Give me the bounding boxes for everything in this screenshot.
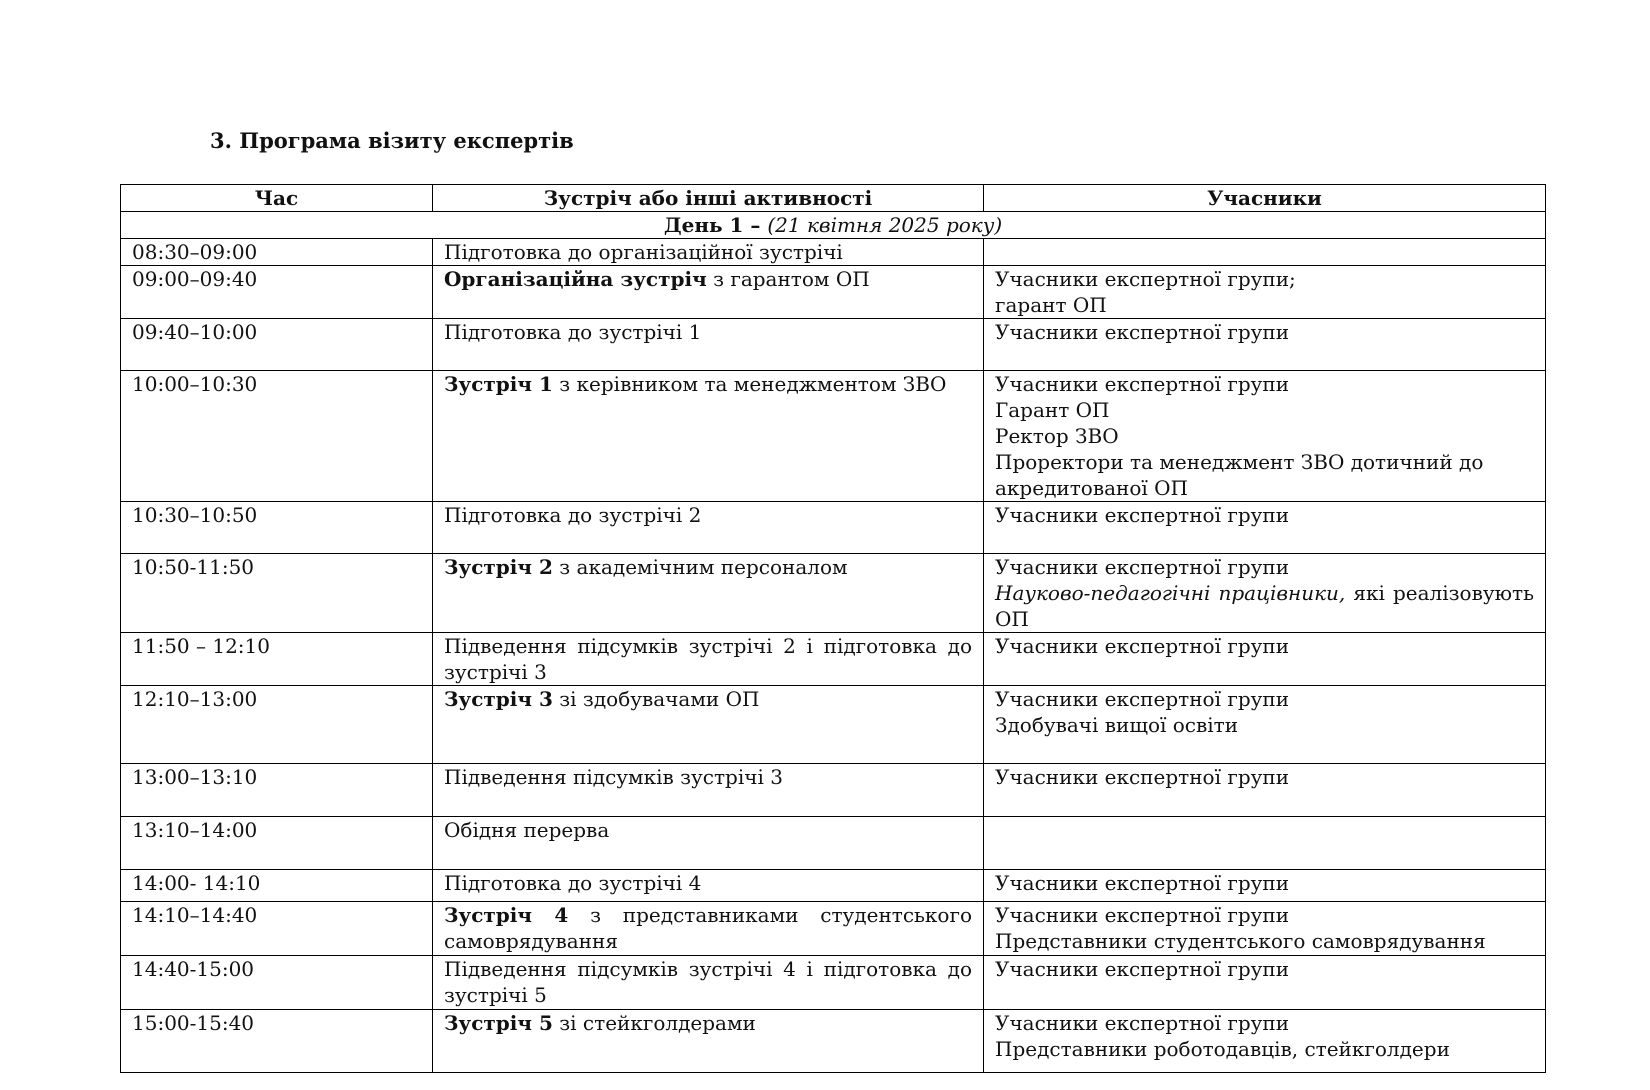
- activity-cell: [433, 502, 984, 554]
- participants-cell: [984, 870, 1546, 902]
- activity-text: Підведення підсумків зустрічі 4 і підготовка до зустрічі 5: [444, 957, 972, 1007]
- visit-schedule-table: [120, 184, 1546, 1073]
- participant-line: Учасники експертної групи: [995, 634, 1290, 658]
- participant-line: Представники студентського самоврядування: [995, 929, 1486, 953]
- participant-line: Учасники експертної групи: [995, 1011, 1290, 1035]
- activity-cell: [433, 764, 984, 817]
- table-row: [121, 686, 1546, 764]
- table-row: [121, 902, 1546, 956]
- time-cell: 14:10–14:40: [121, 902, 433, 956]
- table-row: [121, 554, 1546, 633]
- activity-cell: [433, 1010, 984, 1073]
- activity-cell: [433, 266, 984, 319]
- participant-line: Представники роботодавців, стейкголдери: [995, 1037, 1450, 1061]
- table-row: [121, 817, 1546, 870]
- time-cell: 09:00–09:40: [121, 266, 433, 319]
- time-cell: 15:00-15:40: [121, 1010, 433, 1073]
- participants-cell: [984, 1010, 1546, 1073]
- participant-line: Учасники експертної групи: [995, 871, 1290, 895]
- table-row: [121, 502, 1546, 554]
- participants-cell: [984, 633, 1546, 686]
- participant-line: Ректор ЗВО: [995, 424, 1119, 448]
- activity-cell: [433, 817, 984, 870]
- header-participants: Учасники: [984, 185, 1546, 212]
- time-cell: 14:00- 14:10: [121, 870, 433, 902]
- participant-line: Учасники експертної групи: [995, 320, 1290, 344]
- participant-line: Учасники експертної групи: [995, 957, 1290, 981]
- time-cell: 11:50 – 12:10: [121, 633, 433, 686]
- participants-cell: [984, 764, 1546, 817]
- activity-bold: Зустріч 2: [444, 555, 553, 579]
- participant-line: Учасники експертної групи: [995, 503, 1290, 527]
- participant-line: Учасники експертної групи: [995, 372, 1290, 396]
- time-cell: 09:40–10:00: [121, 319, 433, 371]
- activity-text: Підготовка до зустрічі 4: [444, 871, 702, 895]
- activity-cell: [433, 870, 984, 902]
- participant-line: Учасники експертної групи;: [995, 267, 1296, 291]
- activity-cell: [433, 902, 984, 956]
- participants-cell: [984, 502, 1546, 554]
- participant-line: гарант ОП: [995, 293, 1107, 317]
- time-cell: 13:00–13:10: [121, 764, 433, 817]
- participant-line: Учасники експертної групи: [995, 903, 1290, 927]
- participants-cell: [984, 319, 1546, 371]
- table-row: [121, 633, 1546, 686]
- table-row: [121, 956, 1546, 1010]
- participant-line: [995, 580, 1534, 632]
- participant-line: Проректори та менеджмент ЗВО дотичний до акредитованої ОП: [995, 450, 1484, 500]
- day-label: День 1 –: [663, 213, 768, 237]
- time-cell: 13:10–14:00: [121, 817, 433, 870]
- activity-text: з гарантом ОП: [706, 267, 870, 291]
- activity-bold: Зустріч 3: [444, 687, 553, 711]
- activity-text: Підведення підсумків зустрічі 3: [444, 765, 783, 789]
- activity-bold: Організаційна зустріч: [444, 267, 707, 291]
- time-cell: 10:30–10:50: [121, 502, 433, 554]
- day-row: [121, 212, 1546, 239]
- activity-text: Обідня перерва: [444, 818, 610, 842]
- time-cell: 10:50-11:50: [121, 554, 433, 633]
- day-date: (21 квітня 2025 року): [767, 213, 1003, 237]
- activity-cell: [433, 319, 984, 371]
- activity-text: зі стейкголдерами: [552, 1011, 756, 1035]
- activity-cell: [433, 956, 984, 1010]
- time-cell: 08:30–09:00: [121, 239, 433, 266]
- activity-bold: Зустріч 4: [444, 903, 569, 927]
- activity-text: з академічним персоналом: [552, 555, 848, 579]
- table-row: [121, 319, 1546, 371]
- header-activity: Зустріч або інші активності: [433, 185, 984, 212]
- participants-cell: [984, 956, 1546, 1010]
- participant-line: Гарант ОП: [995, 398, 1110, 422]
- activity-bold: Зустріч 1: [444, 372, 553, 396]
- table-row: [121, 1010, 1546, 1073]
- header-time: Час: [121, 185, 433, 212]
- activity-text: Підготовка до організаційної зустрічі: [444, 240, 843, 264]
- table-row: [121, 239, 1546, 266]
- activity-text: Підготовка до зустрічі 1: [444, 320, 702, 344]
- table-row: [121, 870, 1546, 902]
- table-row: [121, 266, 1546, 319]
- participant-italic: Науково-педагогічні працівники,: [995, 581, 1346, 605]
- activity-cell: [433, 686, 984, 764]
- participants-cell: [984, 686, 1546, 764]
- activity-bold: Зустріч 5: [444, 1011, 553, 1035]
- participant-line: Учасники експертної групи: [995, 765, 1290, 789]
- activity-text: Підготовка до зустрічі 2: [444, 503, 702, 527]
- participant-line: Учасники експертної групи: [995, 687, 1290, 711]
- participants-cell: [984, 266, 1546, 319]
- activity-text: зі здобувачами ОП: [552, 687, 760, 711]
- participants-cell: [984, 239, 1546, 266]
- activity-cell: [433, 633, 984, 686]
- table-row: [121, 371, 1546, 502]
- participants-cell: [984, 554, 1546, 633]
- activity-cell: [433, 554, 984, 633]
- activity-cell: [433, 371, 984, 502]
- participants-cell: [984, 902, 1546, 956]
- participants-cell: [984, 371, 1546, 502]
- time-cell: 14:40-15:00: [121, 956, 433, 1010]
- participant-line: Учасники експертної групи: [995, 555, 1290, 579]
- participant-after: які реалізовують ОП: [995, 581, 1534, 631]
- activity-text: Підведення підсумків зустрічі 2 і підготовка до зустрічі 3: [444, 634, 972, 684]
- header-row: [121, 185, 1546, 212]
- participants-cell: [984, 817, 1546, 870]
- day-cell: [121, 212, 1546, 239]
- table-row: [121, 764, 1546, 817]
- activity-text: з керівником та менеджментом ЗВО: [552, 372, 947, 396]
- activity-cell: [433, 239, 984, 266]
- participant-line: Здобувачі вищої освіти: [995, 713, 1239, 737]
- time-cell: 10:00–10:30: [121, 371, 433, 502]
- activity-text: з представниками студентського самоврядування: [444, 903, 972, 953]
- section-title: 3. Програма візиту експертів: [210, 128, 574, 153]
- time-cell: 12:10–13:00: [121, 686, 433, 764]
